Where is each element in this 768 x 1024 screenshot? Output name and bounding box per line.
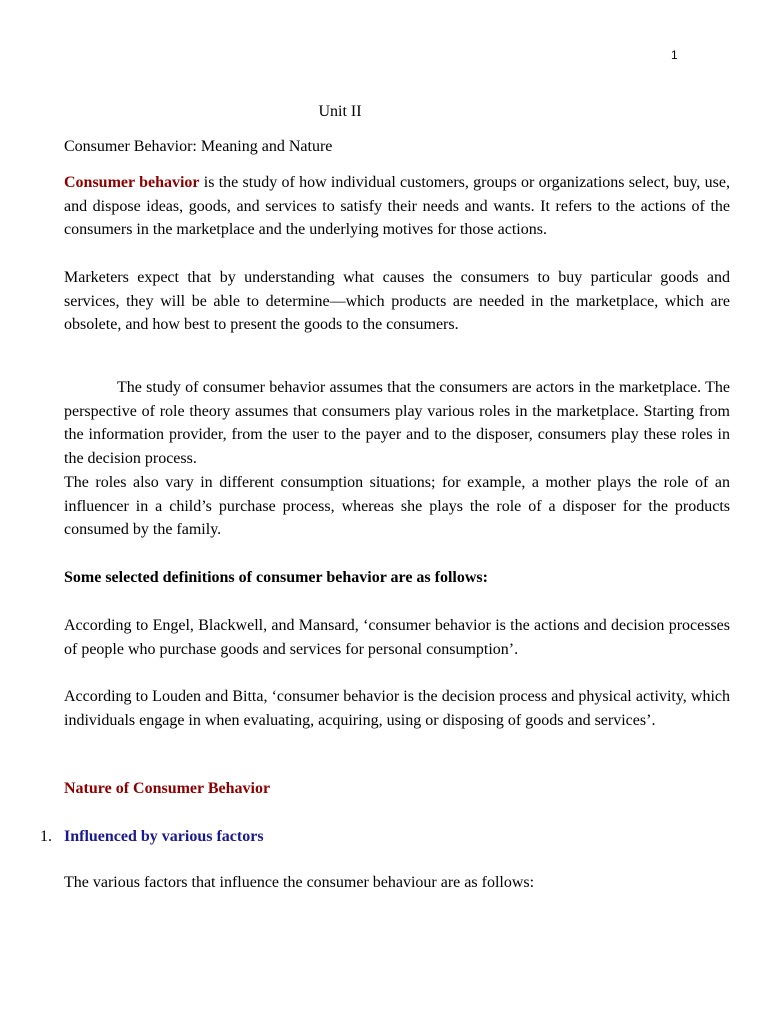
unit-title: Unit II: [318, 103, 362, 120]
definitions-heading: Some selected definitions of consumer behavior are as follows:: [64, 569, 488, 586]
list-item-number: 1.: [40, 828, 52, 845]
section-subtitle: Consumer Behavior: Meaning and Nature: [64, 138, 333, 155]
list-item-text: Influenced by various factors: [64, 828, 264, 845]
paragraph-roles-vary: The roles also vary in different consumption situations; for example, a mother plays the role of an influencer in a child’s purchase process, whereas she plays the role of a disposer for the products consumed by the family.: [64, 474, 730, 539]
paragraph-role-theory: The study of consumer behavior assumes that the consumers are actors in the marketplace. The perspective of role theory assumes that consumers play various roles in the marketplace. Starting from the information provider, from the user to the payer and to the disposer, consumers play these roles in the decision process.: [64, 379, 730, 468]
nature-heading: Nature of Consumer Behavior: [64, 780, 271, 797]
paragraph-louden-definition: According to Louden and Bitta, ‘consumer behavior is the decision process and physical activity, which individuals engage in when evaluating, acquiring, using or disposing of goods and services’.: [64, 688, 730, 729]
paragraph-marketers: Marketers expect that by understanding what causes the consumers to buy particular goods and services, they will be able to determine—which products are needed in the marketplace, which are obsolete, and how best to present the goods to the consumers.: [64, 269, 730, 334]
paragraph-definition-text: is the study of how individual customers, groups or organizations select, buy, use, and dispose ideas, goods, and services to satisfy their needs and wants. It refers to the actions of the consumers in the marketplace and the underlying motives for those actions.: [64, 174, 731, 239]
paragraph-engel-definition: According to Engel, Blackwell, and Mansard, ‘consumer behavior is the actions and decision processes of people who purchase goods and services for personal consumption’.: [64, 617, 730, 658]
page-number: 1: [671, 48, 678, 62]
paragraph-definition: [64, 171, 730, 242]
list-item: [40, 828, 264, 846]
paragraph-factors-intro: The various factors that influence the consumer behaviour are as follows:: [64, 874, 535, 891]
term-consumer-behavior: Consumer behavior: [64, 174, 200, 191]
